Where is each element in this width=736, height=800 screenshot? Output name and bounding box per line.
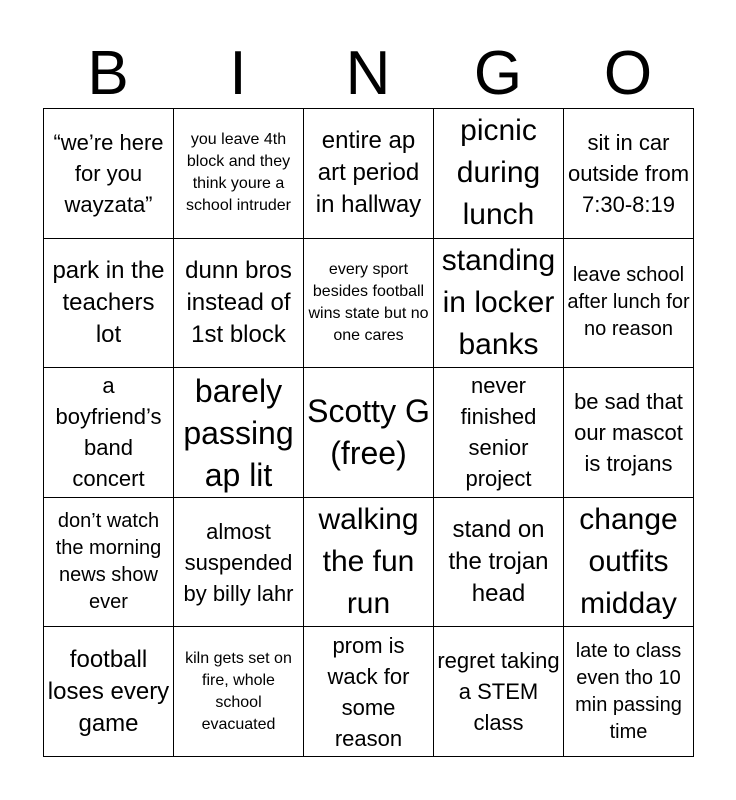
cell-text: stand on the trojan head	[448, 516, 549, 608]
cell-text: a boyfriend’s band concert	[55, 373, 162, 492]
header-letter-o: O	[603, 39, 653, 108]
bingo-cell-r4c4[interactable]	[434, 498, 564, 628]
bingo-cell-r1c1[interactable]	[44, 109, 174, 239]
bingo-cell-r3c4[interactable]	[434, 368, 564, 498]
bingo-cell-r1c3[interactable]	[304, 109, 434, 239]
cell-text: be sad that our mascot is trojans	[574, 388, 683, 476]
cell-text: leave school after lunch for no reason	[567, 264, 690, 341]
cell-text: you leave 4th block and they think youre a school intruder	[186, 131, 291, 215]
bingo-cell-r5c5[interactable]	[564, 627, 694, 757]
bingo-cell-r5c1[interactable]	[44, 627, 174, 757]
bingo-cell-r2c4[interactable]	[434, 239, 564, 369]
cell-text: football loses every game	[47, 645, 170, 737]
header-letter-i: I	[229, 39, 247, 108]
bingo-cell-r2c2[interactable]	[174, 239, 304, 369]
bingo-cell-r5c2[interactable]	[174, 627, 304, 757]
cell-text: don’t watch the morning news show ever	[55, 510, 162, 614]
cell-text: picnic during lunch	[456, 114, 541, 232]
bingo-header	[43, 40, 693, 108]
cell-text: almost suspended by billy lahr	[183, 518, 294, 606]
bingo-cell-r4c3[interactable]	[304, 498, 434, 628]
bingo-cell-r5c4[interactable]	[434, 627, 564, 757]
cell-text: kiln gets set on fire, whole school evacuated	[185, 649, 292, 733]
bingo-cell-r5c3[interactable]	[304, 627, 434, 757]
cell-text: change outfits midday	[579, 503, 678, 621]
cell-text: standing in locker banks	[441, 243, 556, 361]
cell-text: never finished senior project	[460, 373, 537, 492]
header-letter-b: B	[87, 39, 129, 108]
bingo-cell-r1c2[interactable]	[174, 109, 304, 239]
bingo-cell-r2c5[interactable]	[564, 239, 694, 369]
bingo-cell-r4c5[interactable]	[564, 498, 694, 628]
bingo-cell-r3c5[interactable]	[564, 368, 694, 498]
header-letter-n: N	[345, 39, 391, 108]
bingo-cell-r3c3[interactable]	[304, 368, 434, 498]
cell-text: late to class even tho 10 min passing time	[575, 639, 682, 743]
cell-text: barely passing ap lit	[183, 372, 294, 493]
header-letter-g: G	[473, 39, 523, 108]
cell-text: every sport besides football wins state but no one cares	[308, 260, 429, 344]
cell-text: entire ap art period in hallway	[315, 127, 422, 219]
bingo-card	[43, 108, 694, 757]
cell-text: dunn bros instead of 1st block	[185, 256, 292, 348]
cell-text: walking the fun run	[318, 503, 419, 621]
bingo-cell-r1c5[interactable]	[564, 109, 694, 239]
cell-text: “we’re here for you wayzata”	[53, 129, 164, 217]
cell-text: park in the teachers lot	[52, 256, 165, 348]
bingo-cell-r3c1[interactable]	[44, 368, 174, 498]
cell-text: prom is wack for some reason	[327, 632, 410, 751]
bingo-cell-r2c1[interactable]	[44, 239, 174, 369]
cell-text: Scotty G (free)	[307, 393, 430, 472]
bingo-cell-r4c1[interactable]	[44, 498, 174, 628]
bingo-cell-r4c2[interactable]	[174, 498, 304, 628]
cell-text: sit in car outside from 7:30-8:19	[567, 129, 690, 217]
bingo-cell-r2c3[interactable]	[304, 239, 434, 369]
bingo-cell-r1c4[interactable]	[434, 109, 564, 239]
cell-text: regret taking a STEM class	[437, 648, 560, 736]
bingo-cell-r3c2[interactable]	[174, 368, 304, 498]
